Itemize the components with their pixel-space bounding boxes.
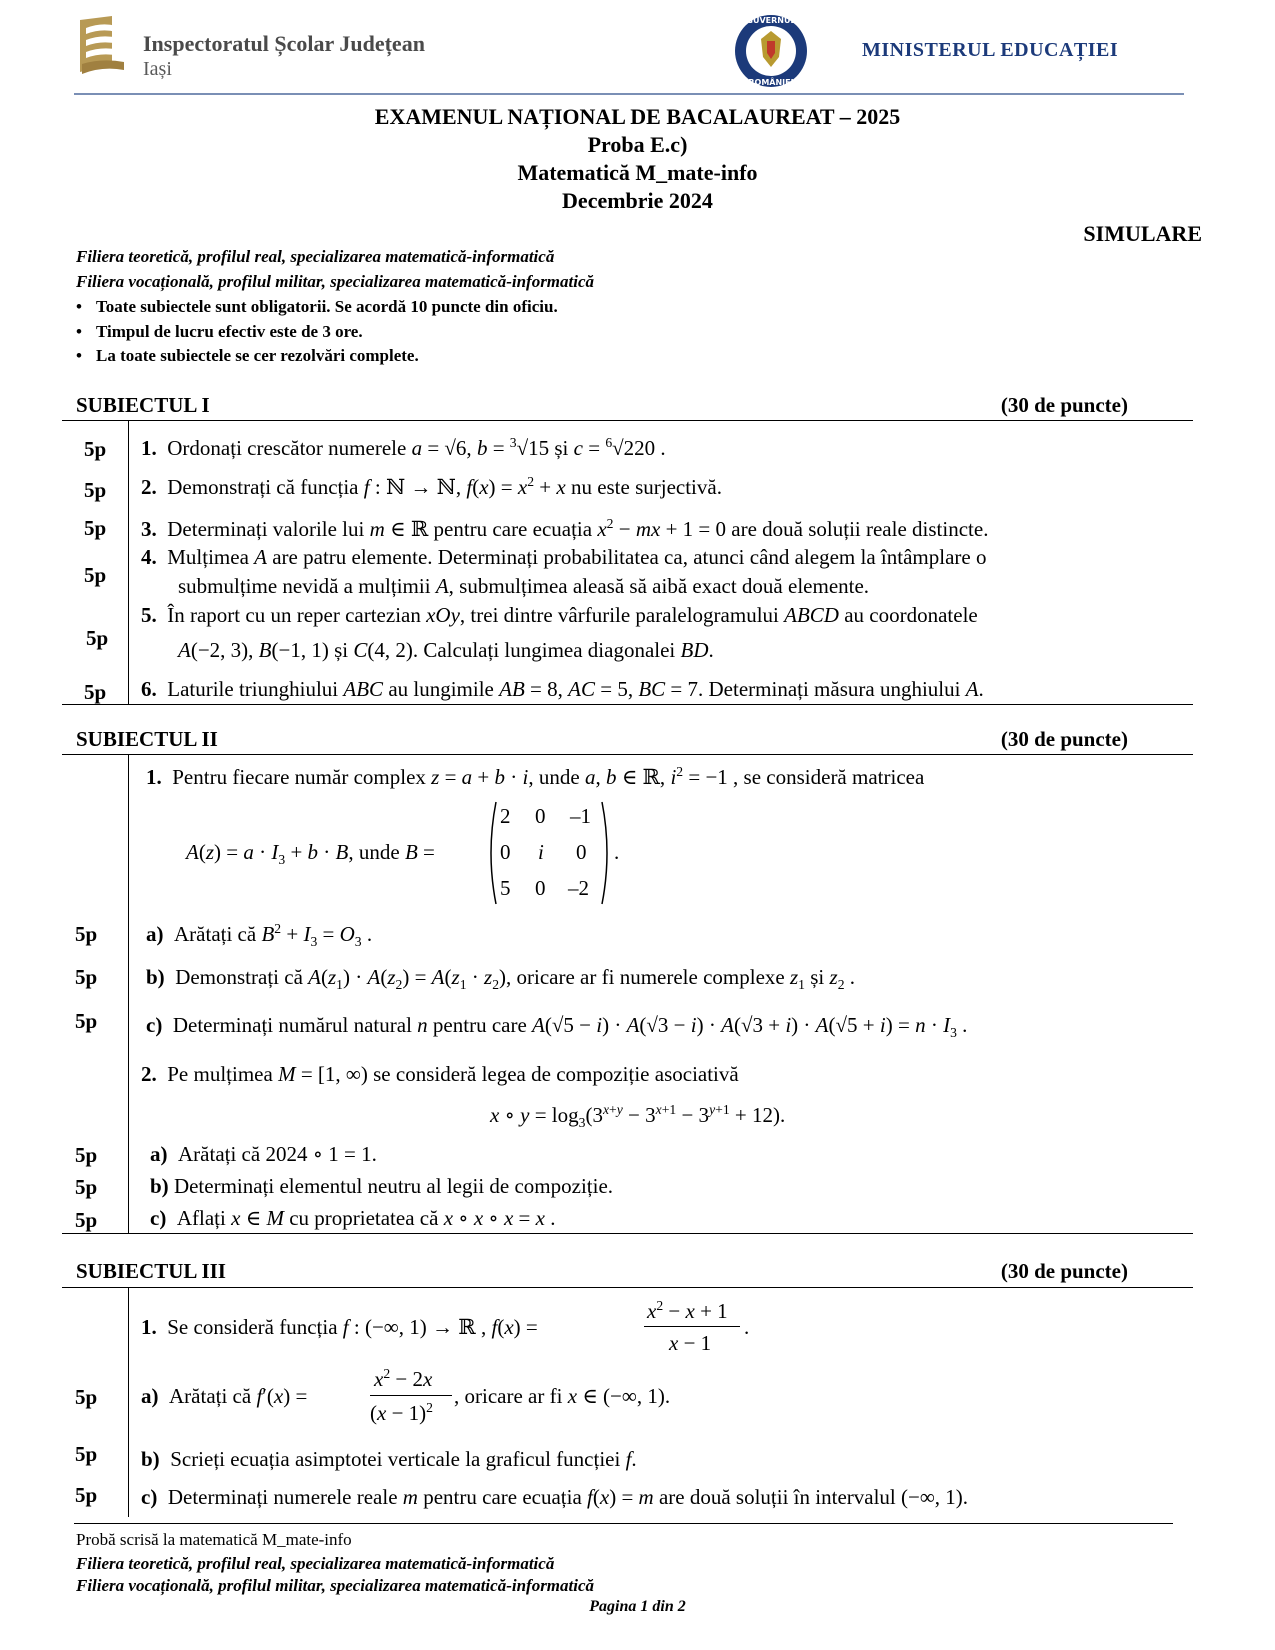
section-title: SUBIECTUL II — [76, 727, 218, 751]
score: 5p — [75, 1009, 98, 1033]
score-column-divider — [128, 755, 129, 1233]
problem-1-6: 6. Laturile triunghiului ABC au lungimile AB = 8, AC = 5, BC = 7. Determinați măsura unghiului A. — [141, 677, 984, 701]
problem-2-2c: c) Aflați x ∈ M cu proprietatea că x ∘ x ∘ x = x . — [150, 1206, 556, 1230]
problem-3-1a-cont: , oricare ar fi x ∈ (−∞, 1). — [454, 1384, 671, 1408]
problem-3-1: 1. Se consideră funcția f : (−∞, 1) → ℝ , f(x) = — [141, 1315, 538, 1339]
problem-2-2: 2. Pe mulțimea M = [1, ∞) se consideră legea de compoziție asociativă — [141, 1062, 739, 1086]
government-seal — [733, 13, 809, 89]
svg-text:ROMÂNIEI: ROMÂNIEI — [748, 78, 794, 87]
matrix-cell: 0 — [500, 840, 511, 864]
header-divider — [74, 93, 1184, 95]
score: 5p — [75, 922, 98, 946]
section-rule — [62, 754, 1193, 755]
filiera-vocationala: Filiera vocațională, profilul militar, specializarea matematică-informatică — [76, 272, 595, 291]
problem-1-4: 4. Mulțimea A are patru elemente. Determinați probabilitatea ca, atunci când alegem la întâmplare o — [141, 545, 987, 569]
fraction-bar — [370, 1395, 452, 1396]
section-rule — [62, 1233, 1193, 1234]
exam-title: EXAMENUL NAȚIONAL DE BACALAUREAT – 2025 — [374, 104, 901, 129]
page-number: Pagina 1 din 2 — [589, 1598, 686, 1615]
problem-3-1c: c) Determinați numerele reale m pentru care ecuația f(x) = m are două soluții în intervalul (−∞, 1). — [141, 1485, 969, 1509]
exam-proba: Proba E.c) — [587, 132, 688, 157]
rule-item: • Timpul de lucru efectiv este de 3 ore. — [76, 322, 363, 341]
footer-filiera-vocationala: Filiera vocațională, profilul militar, specializarea matematică-informatică — [76, 1576, 595, 1595]
score: 5p — [75, 1175, 98, 1199]
fraction-num: $x^2 - x + 1$ — [647, 1298, 728, 1323]
problem-2-1: 1. Pentru fiecare număr complex z = a + b · i, unde a, b ∈ ℝ, $i^2 = -1$ , se consideră matricea — [146, 764, 925, 789]
matrix-cell: i — [538, 840, 544, 864]
matrix-cell: 0 — [535, 876, 546, 900]
matrix-cell: –2 — [568, 876, 589, 900]
score: 5p — [84, 563, 107, 587]
matrix-cell: 0 — [535, 804, 546, 828]
score: 5p — [84, 680, 107, 704]
problem-2-1a: a) Arătați că $B^2 + I_3 = O_3$ . — [146, 921, 373, 950]
filiera-teoretica: Filiera teoretică, profilul real, specializarea matematică-informatică — [76, 247, 555, 266]
exam-date: Decembrie 2024 — [562, 188, 713, 213]
score: 5p — [75, 1442, 98, 1466]
section-rule — [62, 704, 1193, 705]
problem-2-2b: b) Determinați elementul neutru al legii de compoziție. — [150, 1174, 614, 1198]
score: 5p — [84, 437, 107, 461]
fraction-num: $x^2 - 2x$ — [374, 1366, 433, 1391]
rule-item: • La toate subiectele se cer rezolvări complete. — [76, 346, 419, 365]
problem-1-5: 5. În raport cu un reper cartezian xOy, trei dintre vârfurile paralelogramului ABCD au coordonatele — [141, 603, 978, 627]
matrix-definition: $A(z) = a \cdot I_3 + b \cdot B$, unde B = — [186, 840, 435, 868]
section-points: (30 de puncte) — [1000, 393, 1128, 417]
section-rule — [62, 1287, 1193, 1288]
fraction-bar — [644, 1326, 740, 1327]
ministry-name: MINISTERUL EDUCAȚIEI — [862, 39, 1119, 61]
section-title: SUBIECTUL I — [76, 393, 210, 417]
problem-2-1c: c) Determinați numărul natural n pentru care $A(√5 - i) \cdot A(√3 - i) \cdot A(√3 + i) \cdot A(√5 + i) = n \cdot I_3$ . — [146, 1013, 968, 1041]
org-city: Iași — [143, 58, 172, 80]
problem-1-4-cont: submulțime nevidă a mulțimii A, submulțimea aleasă să aibă exact două elemente. — [178, 574, 870, 598]
problem-1-1: 1. Ordonați crescător numerele a = √6, b = $^3$√15 și c = $^6$√220 . — [141, 435, 666, 460]
problem-1-3: 3. Determinați valorile lui m ∈ ℝ pentru care ecuația $x^2$ − mx + 1 = 0 are două soluții reale distincte. — [141, 516, 989, 541]
rule-item: • Toate subiectele sunt obligatorii. Se acordă 10 puncte din oficiu. — [76, 297, 558, 316]
problem-3-1b: b) Scrieți ecuația asimptotei verticale la graficul funcției f. — [141, 1447, 637, 1471]
problem-1-5-cont: A(−2, 3), B(−1, 1) și C(4, 2). Calculați lungimea diagonalei BD. — [178, 638, 714, 662]
problem-2-1b: b) Demonstrați că $A(z_1) \cdot A(z_2) = A(z_1 \cdot z_2)$, oricare ar fi numerele complexe $z_1$ și $z_2$ . — [146, 965, 856, 993]
matrix-cell: 5 — [500, 876, 511, 900]
section-points: (30 de puncte) — [1000, 1259, 1128, 1283]
score: 5p — [84, 516, 107, 540]
footer-divider — [74, 1523, 1173, 1524]
iasi-logo — [72, 14, 132, 78]
simulation-badge: SIMULARE — [1083, 221, 1202, 246]
exam-subject: Matematică M_mate-info — [517, 160, 758, 185]
score: 5p — [86, 626, 109, 650]
footer-probe: Probă scrisă la matematică M_mate-info — [76, 1530, 352, 1549]
matrix-cell: 0 — [576, 840, 587, 864]
score: 5p — [75, 965, 98, 989]
matrix-cell: 2 — [500, 804, 511, 828]
section-rule — [62, 420, 1193, 421]
section-points: (30 de puncte) — [1000, 727, 1128, 751]
score-column-divider — [128, 421, 129, 704]
score: 5p — [75, 1483, 98, 1507]
score: 5p — [75, 1143, 98, 1167]
matrix-period: . — [614, 840, 620, 864]
footer-filiera-teoretica: Filiera teoretică, profilul real, specializarea matematică-informatică — [76, 1554, 555, 1573]
svg-text:GUVERNUL: GUVERNUL — [746, 16, 796, 25]
score: 5p — [75, 1208, 98, 1232]
problem-1-2: 2. Demonstrați că funcția f : ℕ → ℕ, $f(x) = x^2 + x$ nu este surjectivă. — [141, 474, 722, 499]
problem-2-2a: a) Arătați că 2024 ∘ 1 = 1. — [150, 1142, 377, 1166]
score: 5p — [84, 478, 107, 502]
section-title: SUBIECTUL III — [76, 1259, 226, 1283]
fraction-den: x − 1 — [669, 1331, 712, 1355]
composition-law: x ∘ $y = \log_3(3^{x+y} - 3^{x+1} - 3^{y+1} + 12)$. — [490, 1102, 786, 1131]
score: 5p — [75, 1385, 98, 1409]
score-column-divider — [128, 1288, 129, 1517]
org-name: Inspectoratul Școlar Județean — [143, 31, 425, 56]
fraction-period: . — [744, 1315, 750, 1339]
problem-3-1a: a) Arătați că f′(x) = — [141, 1384, 308, 1408]
matrix-cell: –1 — [570, 804, 591, 828]
fraction-den: $(x - 1)^2$ — [370, 1400, 433, 1425]
